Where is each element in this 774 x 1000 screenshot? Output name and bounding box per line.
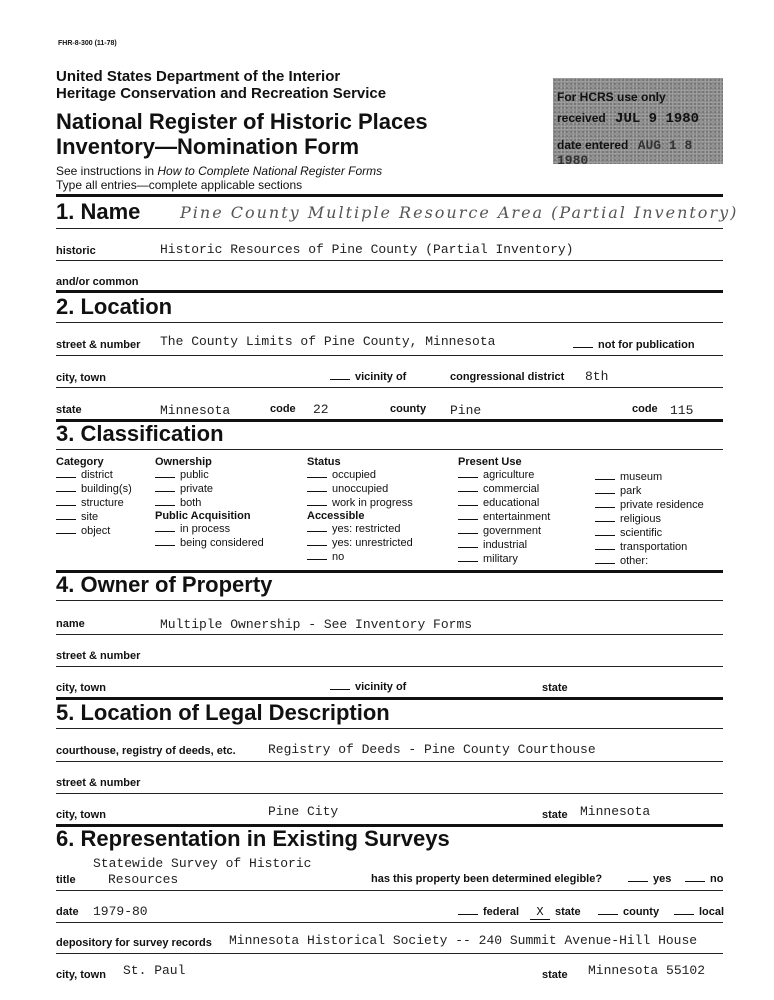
ownership-option: public: [155, 468, 264, 482]
street-value: The County Limits of Pine County, Minnesota: [160, 334, 496, 349]
courthouse-value: Registry of Deeds - Pine County Courthouse: [268, 742, 596, 757]
use-option: park: [595, 484, 704, 498]
section-6-title: 6. Representation in Existing Surveys: [56, 826, 450, 851]
city-label: city, town: [56, 372, 106, 384]
ownership-option: both: [155, 496, 264, 510]
depository-label: depository for survey records: [56, 937, 212, 949]
eligible-yes: yes: [628, 873, 671, 885]
street-label: street & number: [56, 339, 141, 351]
legal-street-label: street & number: [56, 777, 141, 789]
use-option: religious: [595, 512, 704, 526]
present-use-heading: Present Use: [458, 456, 522, 468]
form-id: FHR-8-300 (11-78): [58, 40, 117, 47]
survey-county: county: [598, 906, 659, 918]
eligible-no: no: [685, 873, 723, 885]
county-value: Pine: [450, 403, 482, 418]
form-title-line1: National Register of Historic Places: [56, 109, 428, 134]
use-option: educational: [458, 496, 550, 510]
acquisition-heading: Public Acquisition: [155, 510, 251, 522]
use-option: other:: [595, 554, 704, 568]
survey-state: X state: [530, 906, 581, 920]
department-name: United States Department of the Interior: [56, 68, 341, 85]
handwritten-name: Pine County Multiple Resource Area (Partial Inventory): [180, 203, 739, 222]
category-option: site: [56, 510, 132, 524]
common-name-label: and/or common: [56, 276, 139, 288]
accessible-option: yes: unrestricted: [307, 536, 413, 550]
survey-state-value: Minnesota 55102: [588, 963, 706, 978]
accessible-heading: Accessible: [307, 510, 365, 522]
use-option: private residence: [595, 498, 704, 512]
status-column: [307, 456, 413, 564]
section-2-title: 2. Location: [56, 294, 173, 319]
survey-city-label: city, town: [56, 969, 106, 981]
stamp-received: received JUL 9 1980: [557, 111, 700, 127]
use-option: entertainment: [458, 510, 550, 524]
legal-state-label: state: [542, 809, 568, 821]
district-label: congressional district: [450, 371, 565, 383]
legal-city-value: Pine City: [268, 804, 339, 819]
status-option: occupied: [307, 468, 413, 482]
survey-local: local: [674, 906, 724, 918]
section-5-title: 5. Location of Legal Description: [56, 700, 390, 725]
service-name: Heritage Conservation and Recreation Service: [56, 85, 387, 102]
use-option: government: [458, 524, 550, 538]
courthouse-label: courthouse, registry of deeds, etc.: [56, 745, 236, 757]
use-option: military: [458, 552, 550, 566]
category-option: building(s): [56, 482, 132, 496]
county-code-label: code: [632, 403, 658, 415]
state-label: state: [56, 404, 82, 416]
status-option: unoccupied: [307, 482, 413, 496]
use-option: agriculture: [458, 468, 550, 482]
county-label: county: [390, 403, 427, 415]
district-value: 8th: [585, 369, 609, 384]
use-option: museum: [595, 470, 704, 484]
section-3-title: 3. Classification: [56, 421, 224, 446]
survey-date-label: date: [56, 906, 79, 918]
category-heading: Category: [56, 456, 104, 468]
category-option: district: [56, 468, 132, 482]
status-heading: Status: [307, 456, 341, 468]
historic-label: historic: [56, 245, 96, 257]
use-option: industrial: [458, 538, 550, 552]
survey-date-value: 1979-80: [93, 904, 148, 919]
ownership-option: private: [155, 482, 264, 496]
state-value: Minnesota: [160, 403, 231, 418]
code-label: code: [270, 403, 296, 415]
use-option: commercial: [458, 482, 550, 496]
historic-value: Historic Resources of Pine County (Partial Inventory): [160, 242, 574, 257]
instructions-line2: Type all entries—complete applicable sections: [56, 178, 303, 192]
stamp-entered: date entered AUG 1 8 1980: [557, 138, 693, 168]
owner-street-label: street & number: [56, 650, 141, 662]
ownership-column: [155, 456, 264, 550]
present-use-column: [458, 456, 550, 566]
acquisition-option: in process: [155, 522, 264, 536]
eligible-question: has this property been determined elegible?: [371, 873, 603, 885]
use-option: scientific: [595, 526, 704, 540]
accessible-option: no: [307, 550, 413, 564]
stamp-title: For HCRS use only: [557, 90, 666, 104]
legal-state-value: Minnesota: [580, 804, 651, 819]
entered-date: AUG 1 8 1980: [557, 138, 693, 168]
section-1-title: 1. Name: [56, 199, 141, 224]
state-checkmark: X: [530, 907, 550, 920]
status-option: work in progress: [307, 496, 413, 510]
category-column: [56, 456, 132, 538]
survey-city-value: St. Paul: [123, 963, 186, 978]
accessible-option: yes: restricted: [307, 522, 413, 536]
acquisition-option: being considered: [155, 536, 264, 550]
section-rule: [56, 194, 723, 197]
category-option: object: [56, 524, 132, 538]
survey-title-line2: Resources: [108, 872, 179, 887]
owner-vicinity: vicinity of: [330, 681, 406, 693]
form-title-line2: Inventory—Nomination Form: [56, 134, 360, 159]
owner-name-label: name: [56, 618, 85, 630]
vicinity: vicinity of: [330, 371, 406, 383]
county-code-value: 115: [670, 403, 694, 418]
hcrs-stamp: [553, 78, 723, 168]
survey-federal: federal: [458, 906, 519, 918]
not-for-publication: not for publication: [573, 339, 695, 351]
instructions-title: How to Complete National Register Forms: [157, 164, 383, 178]
survey-state-label: state: [542, 969, 568, 981]
legal-city-label: city, town: [56, 809, 106, 821]
depository-value: Minnesota Historical Society -- 240 Summit Avenue-Hill House: [229, 933, 698, 948]
present-use-column-2: [595, 470, 704, 568]
owner-name-value: Multiple Ownership - See Inventory Forms: [160, 617, 473, 632]
owner-city-label: city, town: [56, 682, 106, 694]
instructions: See instructions in How to Complete National Register Forms: [56, 164, 383, 178]
survey-title-label: title: [56, 874, 76, 886]
use-option: transportation: [595, 540, 704, 554]
owner-state-label: state: [542, 682, 568, 694]
survey-title-line1: Statewide Survey of Historic: [93, 856, 312, 871]
ownership-heading: Ownership: [155, 456, 212, 468]
code-value: 22: [313, 402, 329, 417]
category-option: structure: [56, 496, 132, 510]
section-4-title: 4. Owner of Property: [56, 572, 273, 597]
received-date: JUL 9 1980: [615, 111, 700, 127]
